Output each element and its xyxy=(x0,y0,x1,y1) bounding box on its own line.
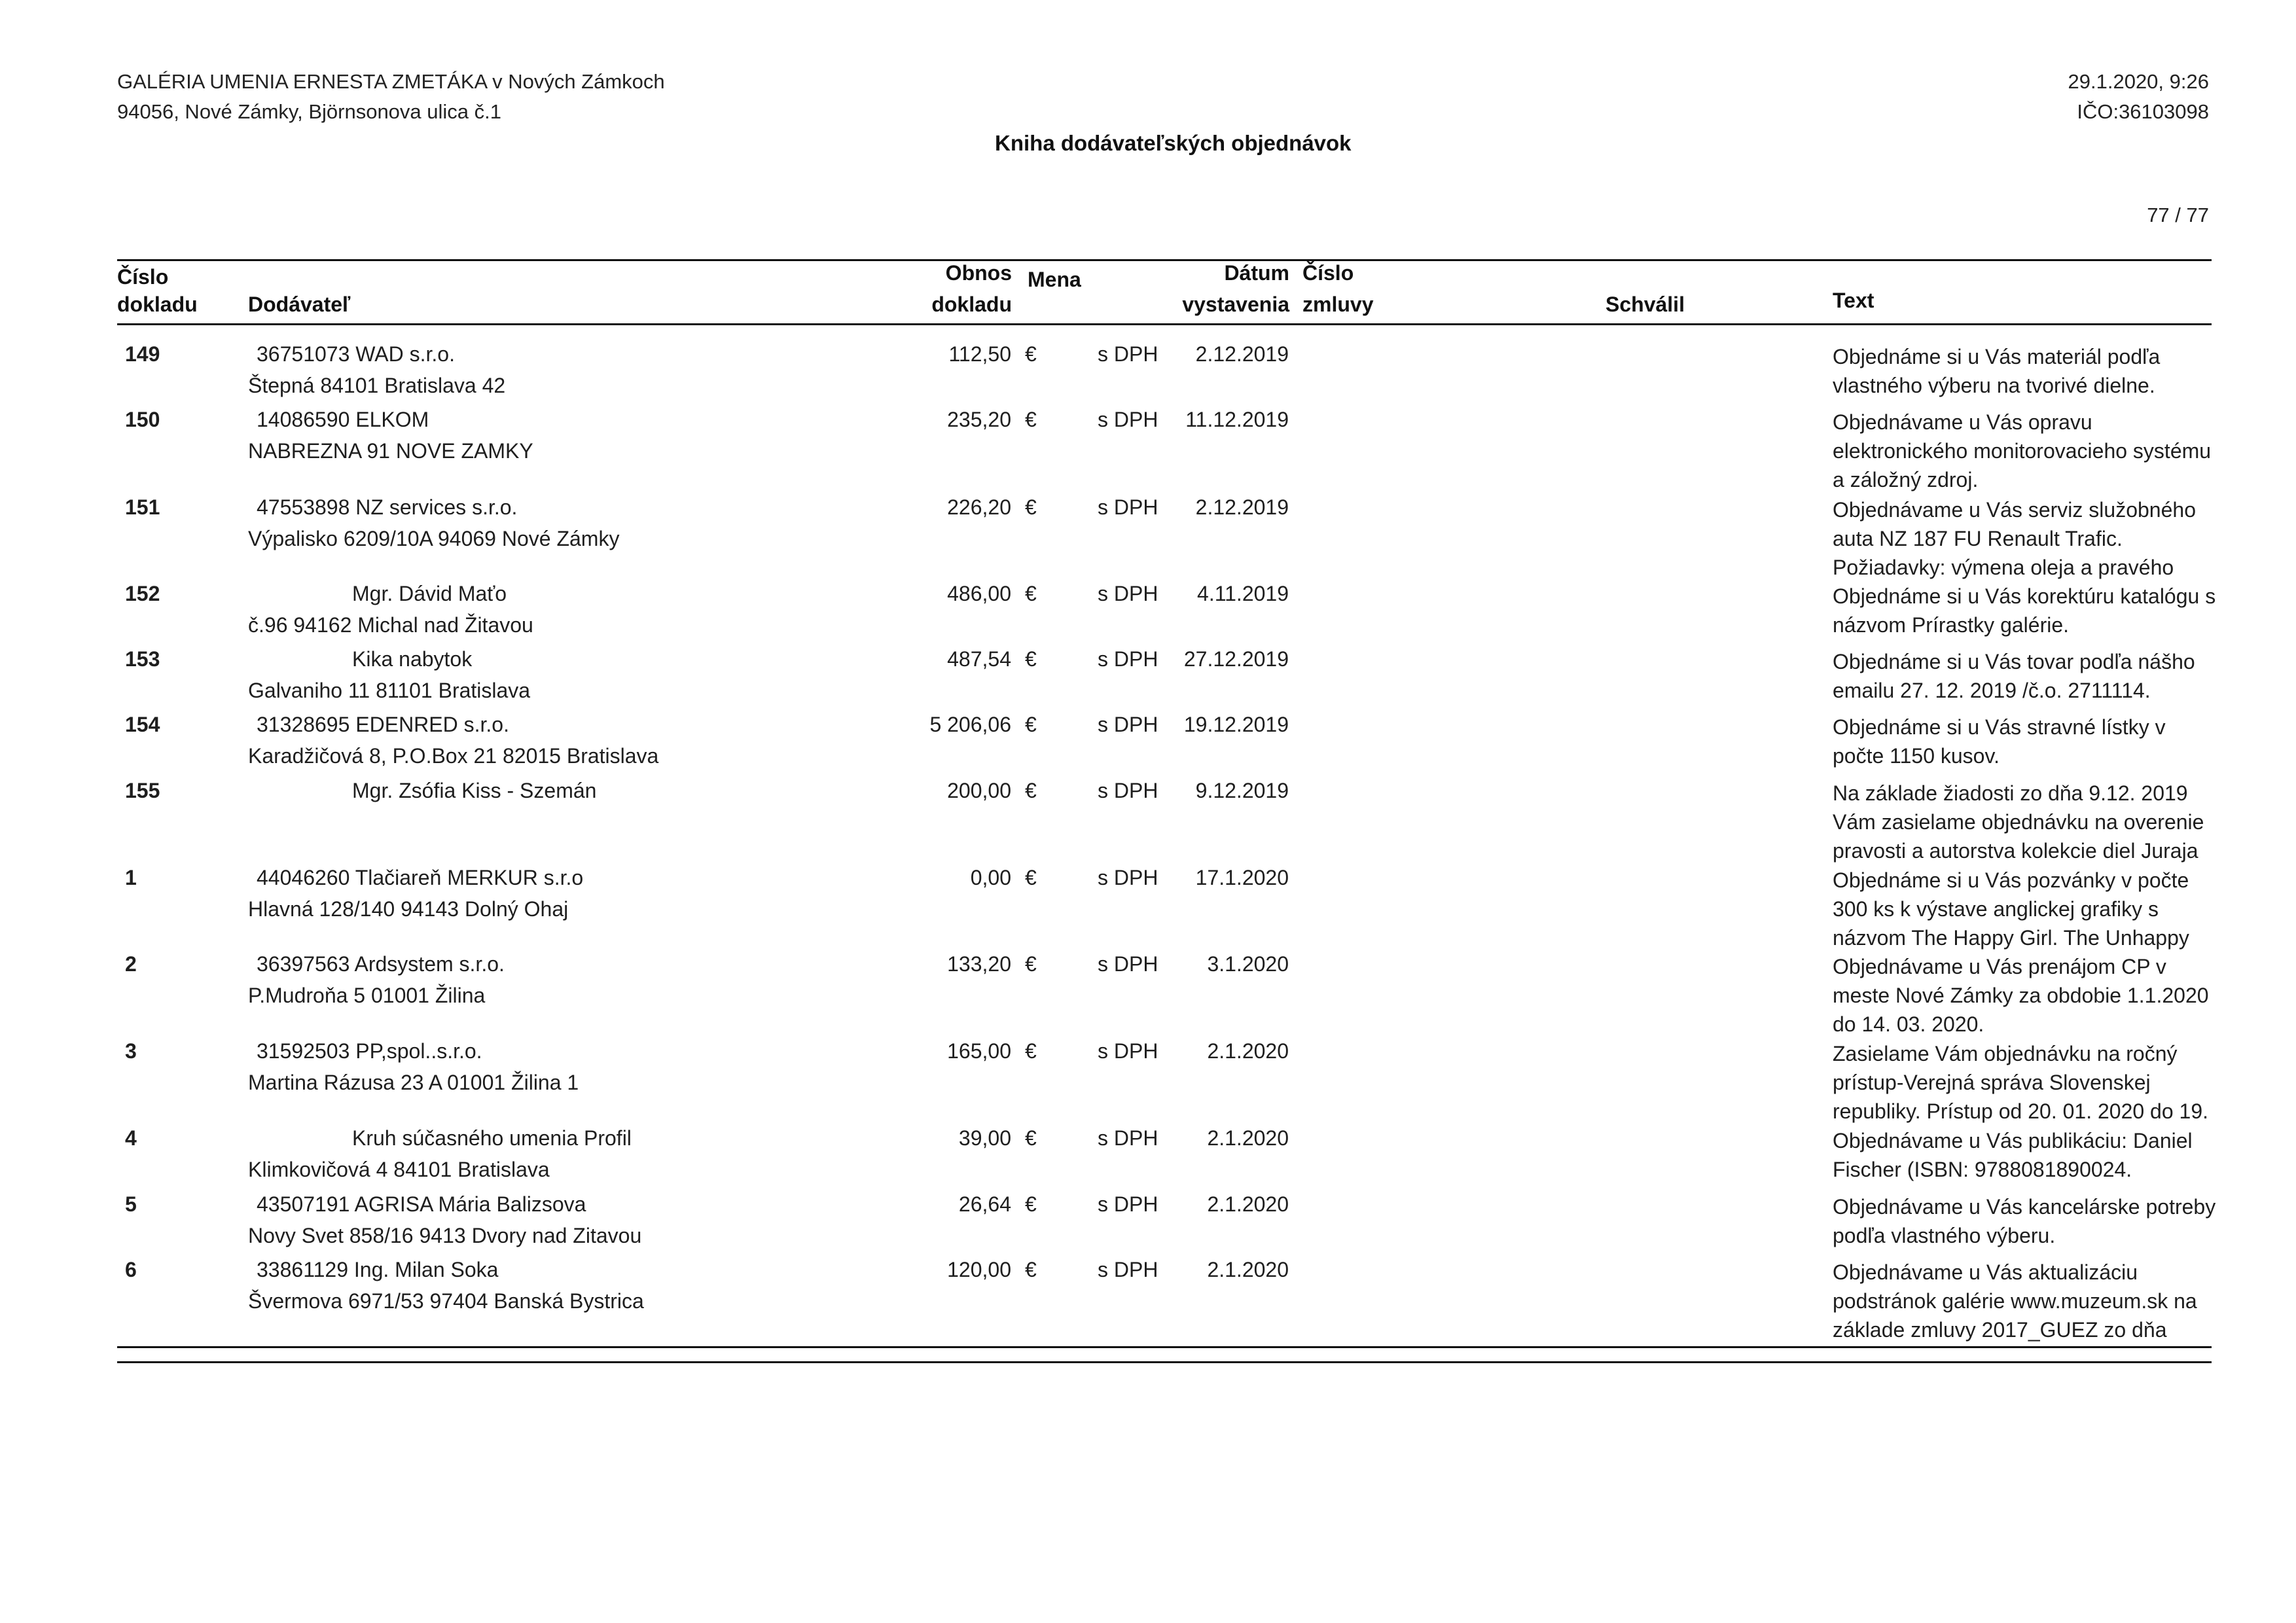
supplier-name: 31328695 EDENRED s.r.o. xyxy=(257,713,509,736)
currency: € xyxy=(1025,1192,1037,1216)
col-currency: Mena xyxy=(1028,268,1081,291)
supplier-name: 44046260 Tlačiareň MERKUR s.r.o xyxy=(257,866,584,889)
order-text-line: Zasielame Vám objednávku na ročný xyxy=(1833,1042,2178,1065)
order-text-line: Objednávame u Vás opravu xyxy=(1833,410,2092,434)
vat-flag: s DPH xyxy=(1098,713,1158,736)
doc-number: 151 xyxy=(125,495,160,519)
currency: € xyxy=(1025,408,1037,431)
order-text-line: podľa vlastného výberu. xyxy=(1833,1224,2056,1247)
doc-number: 153 xyxy=(125,647,160,671)
vat-flag: s DPH xyxy=(1098,779,1158,802)
amount: 486,00 xyxy=(947,582,1011,605)
table-bottom-rule-1 xyxy=(117,1346,2212,1348)
doc-number: 155 xyxy=(125,779,160,802)
col-contract-line1: Číslo xyxy=(1302,261,1354,285)
print-datetime: 29.1.2020, 9:26 xyxy=(2068,70,2209,93)
supplier-address: Galvaniho 11 81101 Bratislava xyxy=(248,679,531,702)
supplier-name: Kruh súčasného umenia Profil xyxy=(352,1126,632,1150)
issue-date: 2.1.2020 xyxy=(1207,1039,1289,1063)
order-text-line: republiky. Prístup od 20. 01. 2020 do 19. xyxy=(1833,1099,2209,1123)
currency: € xyxy=(1025,779,1037,802)
amount: 112,50 xyxy=(948,342,1011,366)
currency: € xyxy=(1025,495,1037,519)
supplier-address: Švermova 6971/53 97404 Banská Bystrica xyxy=(248,1289,644,1313)
order-text-line: vlastného výberu na tvorivé dielne. xyxy=(1833,374,2155,397)
order-text-line: Vám zasielame objednávku na overenie xyxy=(1833,810,2204,834)
order-text-line: Objednáme si u Vás pozvánky v počte xyxy=(1833,868,2189,892)
amount: 133,20 xyxy=(947,952,1011,976)
currency: € xyxy=(1025,647,1037,671)
doc-number: 2 xyxy=(125,952,137,976)
order-text-line: pravosti a autorstva kolekcie diel Juraja xyxy=(1833,839,2198,863)
supplier-name: 36751073 WAD s.r.o. xyxy=(257,342,455,366)
currency: € xyxy=(1025,952,1037,976)
col-doc-no-line1: Číslo xyxy=(117,265,169,289)
table-top-rule xyxy=(117,259,2212,261)
amount: 165,00 xyxy=(947,1039,1011,1063)
page-number: 77 / 77 xyxy=(2147,204,2209,226)
order-text-line: Objednávame u Vás prenájom CP v xyxy=(1833,955,2166,978)
amount: 0,00 xyxy=(970,866,1011,889)
supplier-name: Kika nabytok xyxy=(352,647,473,671)
doc-number: 4 xyxy=(125,1126,137,1150)
col-date-line1: Dátum xyxy=(1224,261,1289,285)
amount: 487,54 xyxy=(947,647,1011,671)
currency: € xyxy=(1025,342,1037,366)
issue-date: 9.12.2019 xyxy=(1195,779,1289,802)
amount: 235,20 xyxy=(947,408,1011,431)
organization-name: GALÉRIA UMENIA ERNESTA ZMETÁKA v Nových Zámkoch xyxy=(117,70,665,93)
issue-date: 17.1.2020 xyxy=(1195,866,1289,889)
doc-number: 150 xyxy=(125,408,160,431)
col-supplier: Dodávateľ xyxy=(248,293,351,316)
supplier-name: 47553898 NZ services s.r.o. xyxy=(257,495,518,519)
order-text-line: 300 ks k výstave anglickej grafiky s xyxy=(1833,897,2159,921)
order-text-line: základe zmluvy 2017_GUEZ zo dňa xyxy=(1833,1318,2167,1342)
col-text: Text xyxy=(1833,289,1874,312)
order-text-line: Objednáme si u Vás stravné lístky v xyxy=(1833,715,2166,739)
order-text-line: podstránok galérie www.muzeum.sk na xyxy=(1833,1289,2197,1313)
issue-date: 27.12.2019 xyxy=(1183,647,1289,671)
supplier-name: 31592503 PP,spol..s.r.o. xyxy=(257,1039,482,1063)
doc-number: 1 xyxy=(125,866,137,889)
vat-flag: s DPH xyxy=(1098,495,1158,519)
supplier-address: č.96 94162 Michal nad Žitavou xyxy=(248,613,533,637)
amount: 200,00 xyxy=(947,779,1011,802)
supplier-name: Mgr. Dávid Maťo xyxy=(352,582,507,605)
supplier-name: 36397563 Ardsystem s.r.o. xyxy=(257,952,505,976)
vat-flag: s DPH xyxy=(1098,647,1158,671)
col-amount-line2: dokladu xyxy=(931,293,1012,316)
supplier-address: Klimkovičová 4 84101 Bratislava xyxy=(248,1158,550,1181)
supplier-address: Martina Rázusa 23 A 01001 Žilina 1 xyxy=(248,1071,579,1094)
col-contract-line2: zmluvy xyxy=(1302,293,1374,316)
supplier-address: Karadžičová 8, P.O.Box 21 82015 Bratislava xyxy=(248,744,659,768)
order-text-line: názvom The Happy Girl. The Unhappy xyxy=(1833,926,2189,950)
amount: 39,00 xyxy=(958,1126,1011,1150)
order-text-line: Objednávame u Vás kancelárske potreby xyxy=(1833,1195,2216,1219)
col-date-line2: vystavenia xyxy=(1182,293,1289,316)
order-text-line: Objednávame u Vás publikáciu: Daniel xyxy=(1833,1129,2193,1152)
supplier-name: 33861129 Ing. Milan Soka xyxy=(257,1258,499,1281)
vat-flag: s DPH xyxy=(1098,952,1158,976)
doc-number: 6 xyxy=(125,1258,137,1281)
currency: € xyxy=(1025,582,1037,605)
vat-flag: s DPH xyxy=(1098,1126,1158,1150)
table-bottom-rule-2 xyxy=(117,1361,2212,1363)
col-doc-no-line2: dokladu xyxy=(117,293,198,316)
order-text-line: Objednáme si u Vás tovar podľa nášho xyxy=(1833,650,2195,673)
order-text-line: auta NZ 187 FU Renault Trafic. xyxy=(1833,527,2123,550)
issue-date: 3.1.2020 xyxy=(1207,952,1289,976)
currency: € xyxy=(1025,713,1037,736)
issue-date: 19.12.2019 xyxy=(1183,713,1289,736)
currency: € xyxy=(1025,1258,1037,1281)
order-text-line: Objednávame u Vás aktualizáciu xyxy=(1833,1260,2138,1284)
currency: € xyxy=(1025,866,1037,889)
vat-flag: s DPH xyxy=(1098,582,1158,605)
order-text-line: do 14. 03. 2020. xyxy=(1833,1012,1984,1036)
supplier-address: Výpalisko 6209/10A 94069 Nové Zámky xyxy=(248,527,620,550)
order-text-line: názvom Prírastky galérie. xyxy=(1833,613,2070,637)
issue-date: 11.12.2019 xyxy=(1185,408,1289,431)
doc-number: 149 xyxy=(125,342,160,366)
issue-date: 4.11.2019 xyxy=(1197,582,1289,605)
vat-flag: s DPH xyxy=(1098,1039,1158,1063)
col-approved: Schválil xyxy=(1605,293,1685,316)
order-text-line: Fischer (ISBN: 9788081890024. xyxy=(1833,1158,2132,1181)
vat-flag: s DPH xyxy=(1098,1258,1158,1281)
order-text-line: Požiadavky: výmena oleja a pravého xyxy=(1833,556,2174,579)
supplier-address: Hlavná 128/140 94143 Dolný Ohaj xyxy=(248,897,569,921)
issue-date: 2.1.2020 xyxy=(1207,1258,1289,1281)
order-text-line: Na základe žiadosti zo dňa 9.12. 2019 xyxy=(1833,781,2188,805)
order-text-line: emailu 27. 12. 2019 /č.o. 2711114. xyxy=(1833,679,2151,702)
col-amount-line1: Obnos xyxy=(945,261,1012,285)
issue-date: 2.1.2020 xyxy=(1207,1192,1289,1216)
order-text-line: prístup-Verejná správa Slovenskej xyxy=(1833,1071,2151,1094)
supplier-address: NABREZNA 91 NOVE ZAMKY xyxy=(248,439,533,463)
order-text-line: elektronického monitorovacieho systému xyxy=(1833,439,2212,463)
supplier-address: P.Mudroňa 5 01001 Žilina xyxy=(248,984,486,1007)
vat-flag: s DPH xyxy=(1098,866,1158,889)
currency: € xyxy=(1025,1126,1037,1150)
issue-date: 2.12.2019 xyxy=(1195,495,1289,519)
issue-date: 2.1.2020 xyxy=(1207,1126,1289,1150)
vat-flag: s DPH xyxy=(1098,408,1158,431)
company-id: IČO:36103098 xyxy=(2077,100,2209,123)
issue-date: 2.12.2019 xyxy=(1195,342,1289,366)
order-text-line: a záložný zdroj. xyxy=(1833,468,1979,491)
amount: 26,64 xyxy=(958,1192,1011,1216)
supplier-address: Štepná 84101 Bratislava 42 xyxy=(248,374,506,397)
document-title: Kniha dodávateľských objednávok xyxy=(995,131,1352,155)
order-text-line: Objednáme si u Vás korektúru katalógu s xyxy=(1833,584,2216,608)
doc-number: 152 xyxy=(125,582,160,605)
vat-flag: s DPH xyxy=(1098,342,1158,366)
amount: 120,00 xyxy=(947,1258,1011,1281)
doc-number: 3 xyxy=(125,1039,137,1063)
supplier-name: Mgr. Zsófia Kiss - Szemán xyxy=(352,779,597,802)
doc-number: 5 xyxy=(125,1192,137,1216)
amount: 226,20 xyxy=(947,495,1011,519)
order-text-line: meste Nové Zámky za obdobie 1.1.2020 xyxy=(1833,984,2209,1007)
amount: 5 206,06 xyxy=(929,713,1011,736)
currency: € xyxy=(1025,1039,1037,1063)
supplier-name: 14086590 ELKOM xyxy=(257,408,429,431)
order-text-line: počte 1150 kusov. xyxy=(1833,744,2000,768)
order-text-line: Objednáme si u Vás materiál podľa xyxy=(1833,345,2161,368)
order-text-line: Objednávame u Vás serviz služobného xyxy=(1833,498,2196,522)
supplier-name: 43507191 AGRISA Mária Balizsova xyxy=(257,1192,586,1216)
header-bottom-rule xyxy=(117,323,2212,325)
supplier-address: Novy Svet 858/16 9413 Dvory nad Zitavou xyxy=(248,1224,642,1247)
vat-flag: s DPH xyxy=(1098,1192,1158,1216)
organization-address: 94056, Nové Zámky, Björnsonova ulica č.1 xyxy=(117,100,502,123)
doc-number: 154 xyxy=(125,713,160,736)
